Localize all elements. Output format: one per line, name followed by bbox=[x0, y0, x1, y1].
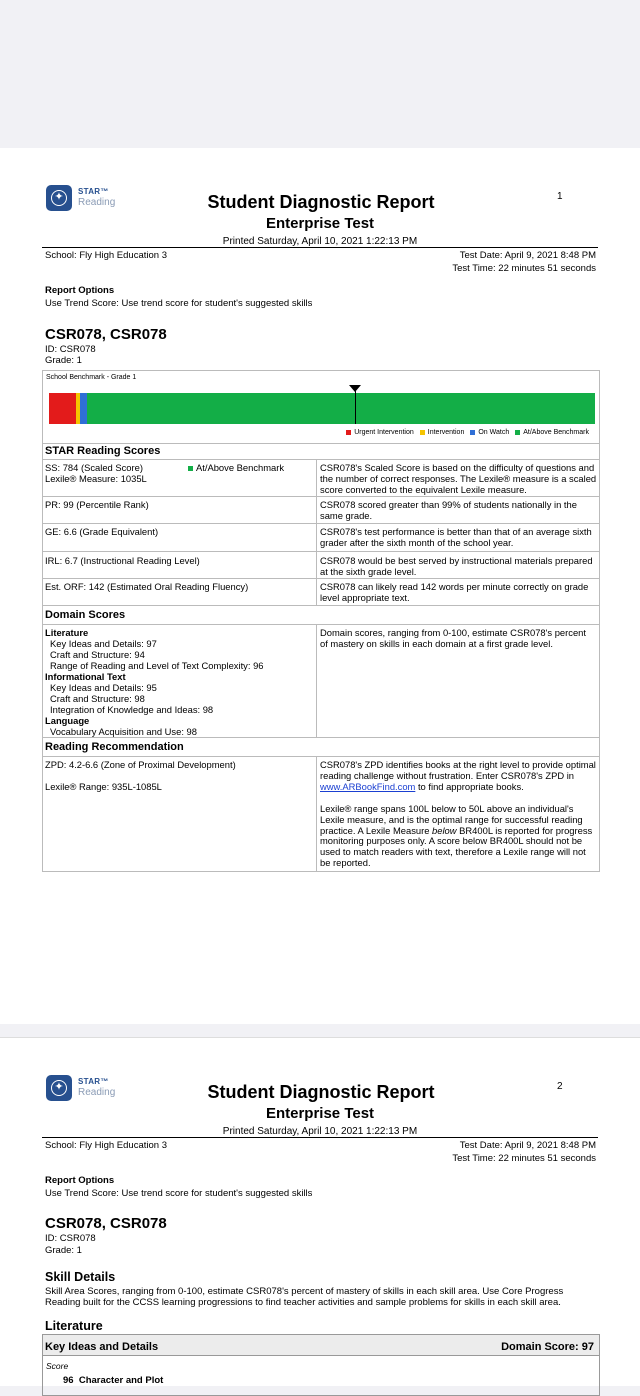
scaled-score-note: CSR078's Scaled Score is based on the difficulty of questions and the number of correct responses. The Lexile® measure is a scaled score converted to the equivalent Lexile measure. bbox=[320, 462, 597, 495]
legend-label: On Watch bbox=[478, 429, 510, 436]
brand-name: STAR™ bbox=[78, 1077, 109, 1086]
student-name: CSR078, CSR078 bbox=[45, 326, 167, 343]
percentile-rank: PR: 99 (Percentile Rank) bbox=[45, 499, 149, 510]
benchmark-segment-at-above-benchmark bbox=[87, 393, 595, 424]
lexile-note-end: BR400L is reported for progress monitoring purposes only. A score below BR400L should not be used to match readers with text, therefore a Lexile range will not be reported. bbox=[320, 824, 593, 868]
brand-product: Reading bbox=[78, 197, 116, 208]
legend-square-icon bbox=[515, 430, 520, 435]
grade-equivalent: GE: 6.6 (Grade Equivalent) bbox=[45, 526, 159, 537]
legend-square-icon bbox=[420, 430, 425, 435]
score-label: Score bbox=[46, 1361, 69, 1371]
brand-name: STAR™ bbox=[78, 187, 109, 196]
zpd-note-text: CSR078's ZPD identifies books at the right level to provide optimal reading challenge without frustration. Enter CSR078's ZPD in bbox=[320, 759, 596, 781]
lexile-range: Lexile® Range: 935L-1085L bbox=[45, 781, 162, 792]
legend-label: Urgent Intervention bbox=[354, 429, 414, 436]
percentile-note: CSR078 scored greater than 99% of students nationally in the same grade. bbox=[320, 499, 577, 521]
benchmark-bar bbox=[49, 393, 595, 424]
test-time: Test Time: 22 minutes 51 seconds bbox=[452, 263, 596, 274]
report-subtitle: Enterprise Test bbox=[265, 215, 375, 232]
reading-recommendation-heading: Reading Recommendation bbox=[45, 741, 184, 753]
lit-range: Range of Reading and Level of Text Complexity: 96 bbox=[50, 660, 264, 671]
student-grade: Grade: 1 bbox=[45, 355, 82, 366]
skill-row: 96 Character and Plot bbox=[63, 1375, 164, 1386]
student-grade: Grade: 1 bbox=[45, 1245, 82, 1256]
key-ideas-heading: Key Ideas and Details bbox=[45, 1341, 159, 1353]
instructional-reading-level: IRL: 6.7 (Instructional Reading Level) bbox=[45, 555, 200, 566]
benchmark-legend bbox=[340, 429, 589, 436]
skill-details-text: Skill Area Scores, ranging from 0-100, estimate CSR078's percent of mastery of skills in each skill area. Use Core Progress Reading built for the CCSS learning progressions to find teacher activities and sample problems for skills in each skill area. bbox=[45, 1286, 564, 1308]
info-craft: Craft and Structure: 98 bbox=[50, 693, 145, 704]
student-id: ID: CSR078 bbox=[45, 344, 96, 355]
page-number: 2 bbox=[557, 1081, 563, 1092]
student-id: ID: CSR078 bbox=[45, 1233, 96, 1244]
star-scores-heading: STAR Reading Scores bbox=[45, 445, 161, 457]
student-name: CSR078, CSR078 bbox=[45, 1215, 167, 1232]
header-rule bbox=[42, 1137, 598, 1138]
informational-domain: Informational Text bbox=[45, 671, 126, 682]
skill-details-heading: Skill Details bbox=[45, 1270, 116, 1284]
report-page-2 bbox=[0, 1037, 640, 1386]
benchmark-badge bbox=[188, 463, 284, 474]
lexile-note-emphasis: below bbox=[432, 824, 457, 836]
lexile-note bbox=[320, 804, 597, 869]
domain-score: Domain Score: 97 bbox=[501, 1341, 594, 1353]
orf-note: CSR078 can likely read 142 words per minute correctly on grade level appropriate text. bbox=[320, 581, 589, 603]
lit-key-ideas: Key Ideas and Details: 97 bbox=[50, 638, 157, 649]
report-options-text: Use Trend Score: Use trend score for student's suggested skills bbox=[45, 1188, 313, 1199]
report-options-heading: Report Options bbox=[45, 285, 115, 296]
legend-label: Intervention bbox=[427, 429, 465, 436]
domain-scores-heading: Domain Scores bbox=[45, 609, 126, 621]
star-logo-icon: ✦ bbox=[46, 185, 72, 211]
benchmark-segment-urgent-intervention bbox=[49, 393, 76, 424]
test-time: Test Time: 22 minutes 51 seconds bbox=[452, 1153, 596, 1164]
language-domain: Language bbox=[45, 715, 90, 726]
estimated-orf: Est. ORF: 142 (Estimated Oral Reading Fluency) bbox=[45, 581, 249, 592]
literature-domain: Literature bbox=[45, 627, 89, 638]
page-number: 1 bbox=[557, 191, 563, 202]
lit-craft: Craft and Structure: 94 bbox=[50, 649, 145, 660]
lexile-note-text: Lexile® range spans 100L below to 50L above an individual's Lexile measure, and is the optimal range for successful reading practice. A Lexile Measure bbox=[320, 803, 583, 836]
domain-note: Domain scores, ranging from 0-100, estimate CSR078's percent of mastery on skills in each domain at a first grade level. bbox=[320, 627, 586, 649]
legend-square-icon bbox=[346, 430, 351, 435]
printed-date: Printed Saturday, April 10, 2021 1:22:13 PM bbox=[222, 236, 418, 247]
star-logo-icon: ✦ bbox=[46, 1075, 72, 1101]
legend-label: At/Above Benchmark bbox=[523, 429, 589, 436]
benchmark-label: School Benchmark - Grade 1 bbox=[46, 374, 137, 381]
report-subtitle: Enterprise Test bbox=[265, 1105, 375, 1122]
test-date: Test Date: April 9, 2021 8:48 PM bbox=[459, 250, 596, 261]
report-options-text: Use Trend Score: Use trend score for student's suggested skills bbox=[45, 298, 313, 309]
zpd-value: ZPD: 4.2-6.6 (Zone of Proximal Development) bbox=[45, 759, 236, 770]
literature-heading: Literature bbox=[45, 1319, 103, 1333]
report-title: Student Diagnostic Report bbox=[207, 192, 435, 212]
grade-equivalent-note: CSR078's test performance is better than that of an average sixth grader after the sixth month of the school year. bbox=[320, 526, 592, 548]
info-key-ideas: Key Ideas and Details: 95 bbox=[50, 682, 157, 693]
scaled-score: SS: 784 (Scaled Score) bbox=[45, 462, 143, 473]
printed-date: Printed Saturday, April 10, 2021 1:22:13 PM bbox=[222, 1126, 418, 1137]
school-name: School: Fly High Education 3 bbox=[45, 250, 167, 261]
report-title: Student Diagnostic Report bbox=[207, 1082, 435, 1102]
zpd-note bbox=[320, 760, 597, 792]
badge-label: At/Above Benchmark bbox=[196, 462, 285, 473]
lang-vocabulary: Vocabulary Acquisition and Use: 98 bbox=[50, 726, 197, 737]
header-rule bbox=[42, 247, 598, 248]
badge-square-icon bbox=[188, 466, 193, 471]
student-marker-line bbox=[355, 391, 356, 424]
info-integration: Integration of Knowledge and Ideas: 98 bbox=[50, 704, 214, 715]
legend-square-icon bbox=[470, 430, 475, 435]
arbookfind-link[interactable]: www.ARBookFind.com bbox=[320, 780, 416, 792]
school-name: School: Fly High Education 3 bbox=[45, 1140, 167, 1151]
benchmark-chart bbox=[42, 370, 600, 444]
report-options-heading: Report Options bbox=[45, 1175, 115, 1186]
zpd-note-end: to find appropriate books. bbox=[417, 780, 524, 792]
lexile-measure: Lexile® Measure: 1035L bbox=[45, 473, 147, 484]
brand-product: Reading bbox=[78, 1087, 116, 1098]
benchmark-segment-on-watch bbox=[80, 393, 87, 424]
test-date: Test Date: April 9, 2021 8:48 PM bbox=[459, 1140, 596, 1151]
report-page-1 bbox=[0, 148, 640, 1024]
irl-note: CSR078 would be best served by instructional materials prepared at the sixth grade level. bbox=[320, 555, 593, 577]
